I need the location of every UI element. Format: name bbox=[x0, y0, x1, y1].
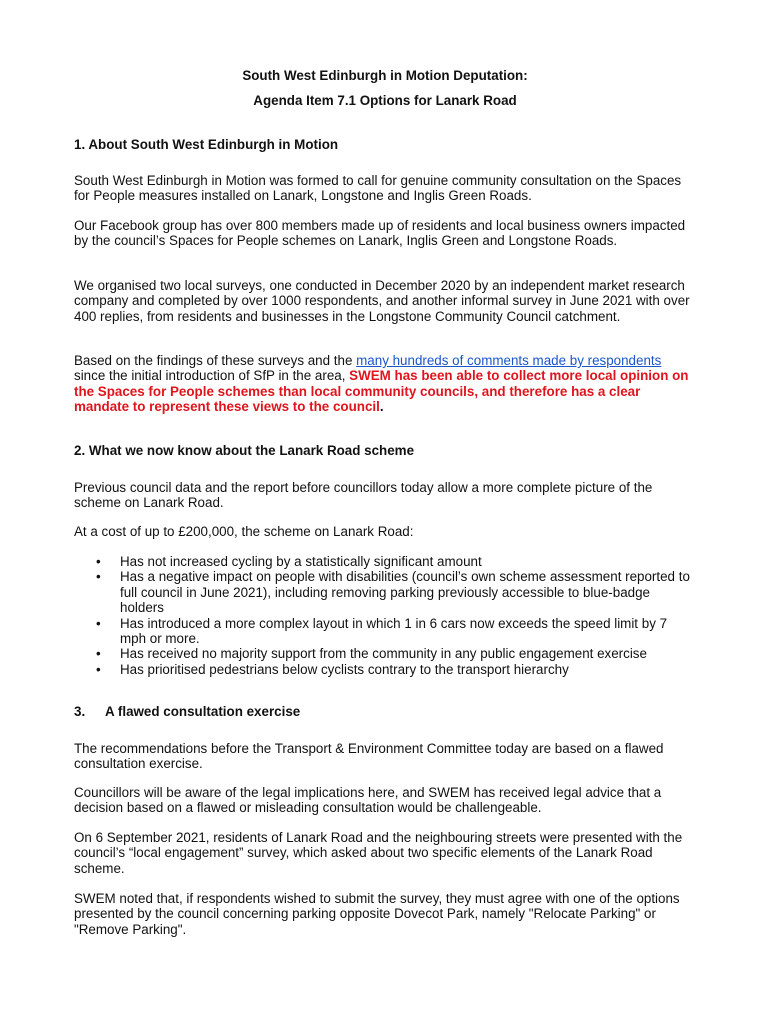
scheme-findings-list bbox=[74, 554, 696, 677]
list-item-text: Has introduced a more complex layout in which 1 in 6 cars now exceeds the speed limit by 7 mph or more. bbox=[120, 615, 668, 647]
section-1-paragraph-2: Our Facebook group has over 800 members made up of residents and local business owners impacted by the council’s Spaces for People schemes on Lanark, Inglis Green and Longstone Roads. bbox=[74, 218, 686, 249]
section-3-paragraph-1: The recommendations before the Transport & Environment Committee today are based on a flawed consultation exercise. bbox=[74, 741, 664, 772]
bullet-icon: • bbox=[96, 569, 101, 585]
list-item-text: Has prioritised pedestrians below cyclists contrary to the transport hierarchy bbox=[120, 661, 569, 677]
section-1-heading: 1. About South West Edinburgh in Motion bbox=[74, 137, 339, 152]
bullet-icon: • bbox=[96, 646, 101, 662]
bullet-icon: • bbox=[96, 554, 101, 569]
list-item bbox=[74, 646, 696, 661]
bullet-icon: • bbox=[96, 661, 101, 677]
bullet-icon: • bbox=[96, 615, 101, 631]
list-item-text: Has not increased cycling by a statistically significant amount bbox=[120, 554, 482, 569]
section-3-heading-text: A flawed consultation exercise bbox=[105, 704, 301, 719]
list-item-text: Has a negative impact on people with disabilities (council’s own scheme assessment reported to full council in June 2021), including removing parking previously accessible to blue-badge holders bbox=[120, 569, 690, 616]
section-1-paragraph-4 bbox=[74, 353, 696, 415]
section-3-paragraph-2: Councillors will be aware of the legal implications here, and SWEM has received legal advice that a decision based on a flawed or misleading consultation would be challengeable. bbox=[74, 785, 662, 816]
document-title-line-2: Agenda Item 7.1 Options for Lanark Road bbox=[253, 93, 517, 108]
p4-period: . bbox=[379, 399, 384, 415]
section-1-paragraph-3: We organised two local surveys, one conducted in December 2020 by an independent market research company and completed by over 1000 respondents, and another informal survey in June 2021 with over 400 replies, from residents and businesses in the Longstone Community Council catchment. bbox=[74, 278, 690, 324]
list-item bbox=[74, 662, 696, 677]
section-3-paragraph-4: SWEM noted that, if respondents wished to submit the survey, they must agree with one of the options presented by the council concerning parking opposite Dovecot Park, namely "Relocate Parking" or "Remove Parking". bbox=[74, 891, 680, 937]
list-item bbox=[74, 616, 696, 647]
section-3-number: 3. bbox=[74, 704, 86, 719]
list-item-text: Has received no majority support from the community in any public engagement exercise bbox=[120, 646, 647, 662]
p4-text-before-link: Based on the findings of these surveys and the bbox=[74, 353, 357, 368]
document-title-line-1: South West Edinburgh in Motion Deputation: bbox=[242, 68, 528, 83]
section-2-paragraph-1: Previous council data and the report before councillors today allow a more complete picture of the scheme on Lanark Road. bbox=[74, 480, 653, 511]
section-3-paragraph-3: On 6 September 2021, residents of Lanark Road and the neighbouring streets were presented with the council’s “local engagement” survey, which asked about two specific elements of the Lanark Road scheme. bbox=[74, 830, 683, 876]
section-3-heading bbox=[74, 704, 696, 719]
list-item bbox=[74, 569, 696, 615]
p4-text-after-link: since the initial introduction of SfP in the area, bbox=[74, 368, 350, 384]
section-1-paragraph-1: South West Edinburgh in Motion was formed to call for genuine community consultation on the Spaces for People measures installed on Lanark, Longstone and Inglis Green Roads. bbox=[74, 173, 682, 204]
comments-link[interactable]: many hundreds of comments made by respondents bbox=[356, 353, 662, 368]
p4-emphasis-text: SWEM has been able to collect more local opinion on the Spaces for People schemes than local community councils, and therefore has a clear mandate to represent these views to the council bbox=[74, 368, 689, 415]
section-2-paragraph-2: At a cost of up to £200,000, the scheme on Lanark Road: bbox=[74, 524, 414, 539]
list-item bbox=[74, 554, 696, 569]
section-2-heading: 2. What we now know about the Lanark Road scheme bbox=[74, 443, 415, 458]
